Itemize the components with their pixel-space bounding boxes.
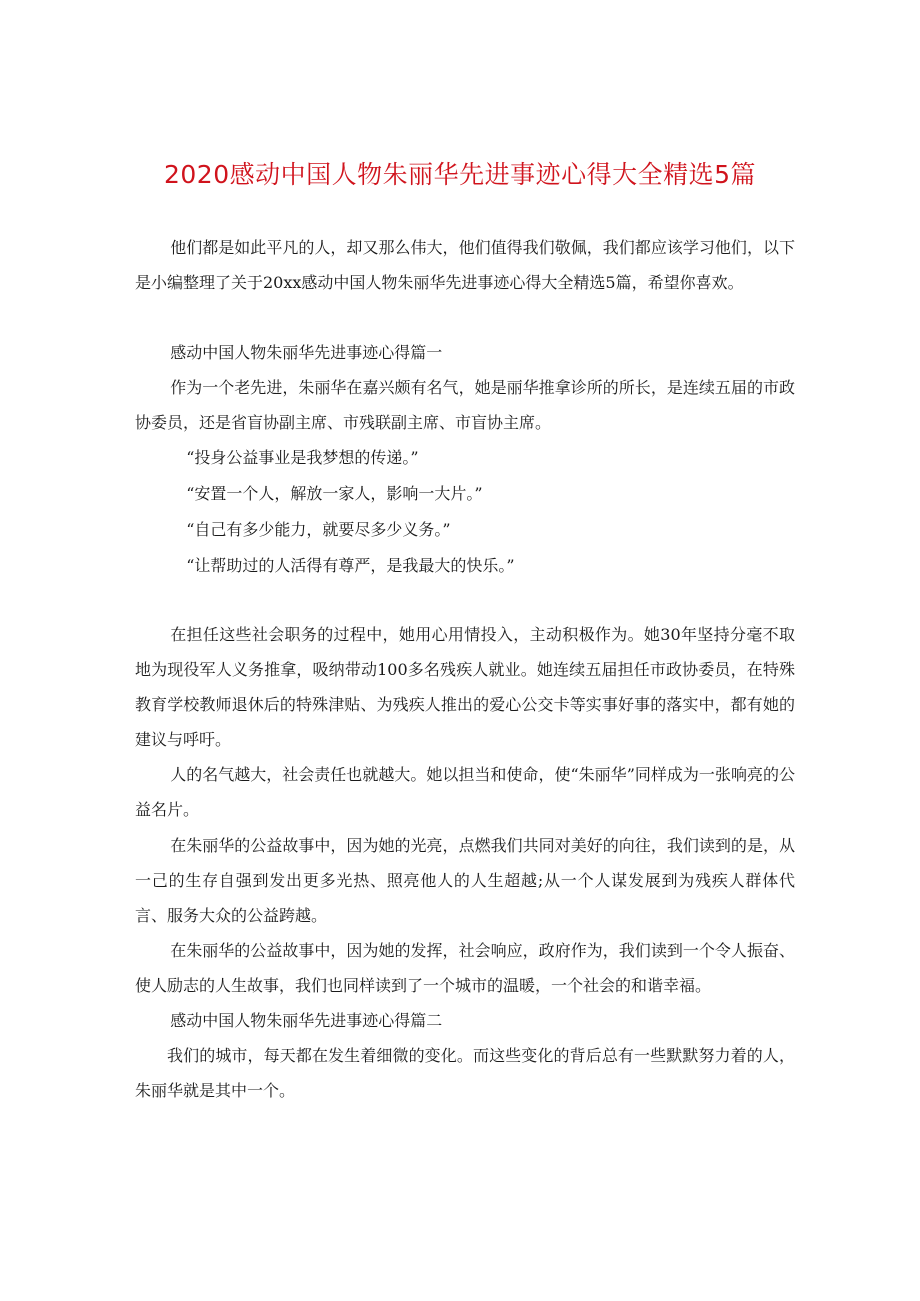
section1-paragraph-3: 人的名气越大，社会责任也就越大。她以担当和使命，使“朱丽华”同样成为一张响亮的公益名片。 xyxy=(135,765,795,819)
quote-3: “自己有多少能力，就要尽多少义务。” xyxy=(186,520,451,539)
section1-paragraph-1: 作为一个老先进，朱丽华在嘉兴颇有名气，她是丽华推拿诊所的所长，是连续五届的市政协委员，还是省盲协副主席、市残联副主席、市盲协主席。 xyxy=(135,378,795,432)
section2-paragraph-1: 我们的城市，每天都在发生着细微的变化。而这些变化的背后总有一些默默努力着的人，朱丽华就是其中一个。 xyxy=(135,1046,795,1100)
section1-paragraph-4: 在朱丽华的公益故事中，因为她的光亮，点燃我们共同对美好的向往，我们读到的是，从一己的生存自强到发出更多光热、照亮他人的人生超越;从一个人谋发展到为残疾人群体代言、服务大众的公益跨越。 xyxy=(135,836,795,925)
quote-2: “安置一个人，解放一家人，影响一大片。” xyxy=(186,484,483,503)
document-title: 2020感动中国人物朱丽华先进事迹心得大全精选5篇 xyxy=(163,160,757,189)
section2-heading: 感动中国人物朱丽华先进事迹心得篇二 xyxy=(170,1011,443,1030)
quote-4: “让帮助过的人活得有尊严，是我最大的快乐。” xyxy=(186,556,515,575)
intro-paragraph: 他们都是如此平凡的人，却又那么伟大，他们值得我们敬佩，我们都应该学习他们，以下是小编整理了关于20xx感动中国人物朱丽华先进事迹心得大全精选5篇，希望你喜欢。 xyxy=(135,238,795,292)
section1-paragraph-2: 在担任这些社会职务的过程中，她用心用情投入，主动积极作为。她30年坚持分毫不取地为现役军人义务推拿，吸纳带动100多名残疾人就业。她连续五届担任市政协委员，在特殊教育学校教师退休后的特殊津贴、为残疾人推出的爱心公交卡等实事好事的落实中，都有她的建议与呼吁。 xyxy=(135,625,795,749)
quote-1: “投身公益事业是我梦想的传递。” xyxy=(186,448,419,467)
section1-heading: 感动中国人物朱丽华先进事迹心得篇一 xyxy=(170,343,443,362)
section1-paragraph-5: 在朱丽华的公益故事中，因为她的发挥，社会响应，政府作为，我们读到一个令人振奋、使人励志的人生故事，我们也同样读到了一个城市的温暖，一个社会的和谐幸福。 xyxy=(135,941,795,995)
